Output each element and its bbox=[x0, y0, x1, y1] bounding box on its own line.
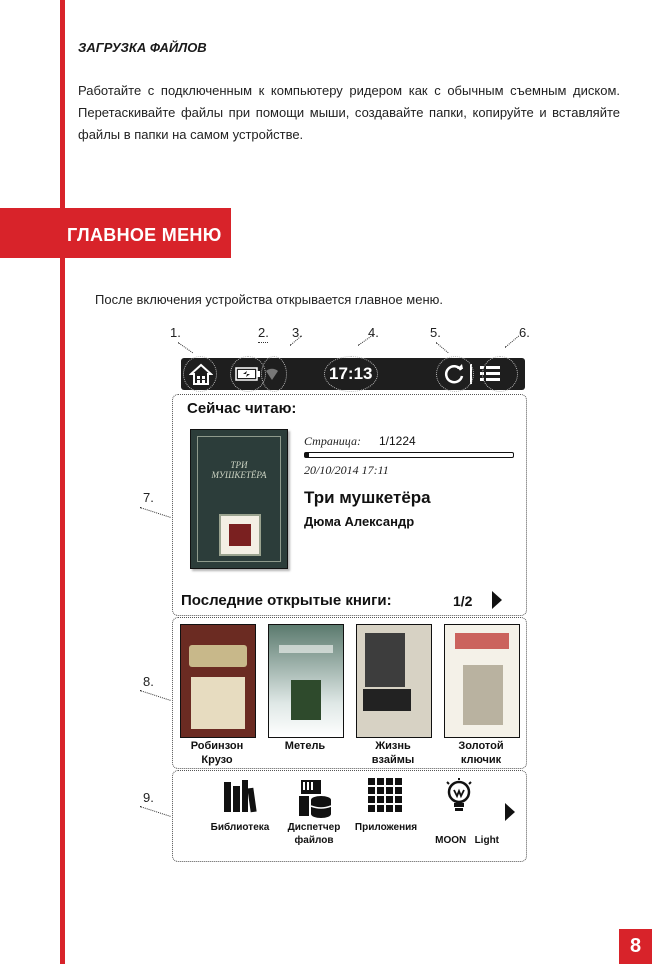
callout-6: 6. bbox=[519, 325, 530, 340]
callout-4: 4. bbox=[368, 325, 379, 340]
app-label-moon-light[interactable] bbox=[424, 821, 500, 860]
section-paragraph: Работайте с подключенным к компьютеру ридером как с обычным съемным диском. Перетаскивайте файлы при помощи мыши, создавайте папки, копируйте и вставляйте файлы в папки на самом устройстве. bbox=[78, 83, 620, 142]
recent-book-label[interactable] bbox=[437, 739, 525, 767]
recent-book-label-line: Золотой bbox=[458, 740, 504, 752]
highlight-ring bbox=[183, 356, 217, 392]
app-label-file-manager[interactable] bbox=[280, 821, 348, 847]
recent-book-label[interactable] bbox=[173, 739, 261, 767]
recent-book-label-line: Метель bbox=[284, 740, 326, 752]
next-page-arrow-icon[interactable] bbox=[492, 591, 502, 609]
cover-art bbox=[291, 680, 321, 720]
section-title: ЗАГРУЗКА ФАЙЛОВ bbox=[78, 40, 207, 55]
recent-book-label-line: Крузо bbox=[201, 754, 233, 766]
page-label: Страница: bbox=[304, 434, 361, 448]
leader-line bbox=[436, 342, 449, 353]
current-book-title[interactable]: Три мушкетёра bbox=[304, 488, 431, 507]
app-label-applications[interactable] bbox=[350, 821, 422, 834]
current-book-author: Дюма Александр bbox=[304, 514, 415, 529]
cover-art bbox=[363, 689, 411, 711]
cover-art bbox=[455, 633, 509, 649]
cover-art bbox=[365, 633, 405, 687]
highlight-ring bbox=[482, 356, 518, 392]
callout-1: 1. bbox=[170, 325, 181, 340]
recent-book-cover[interactable] bbox=[180, 624, 256, 738]
recent-book-label-line: ключик bbox=[460, 754, 502, 766]
callout-5: 5. bbox=[430, 325, 441, 340]
cover-art bbox=[279, 645, 333, 653]
app-label-line: Библиотека bbox=[210, 822, 270, 833]
recent-book-label-line: Робинзон bbox=[190, 740, 244, 752]
intro-text: После включения устройства открывается главное меню. bbox=[95, 292, 444, 307]
reading-progress-fill bbox=[305, 453, 309, 457]
now-reading-header: Сейчас читаю: bbox=[187, 400, 297, 417]
callout-8: 8. bbox=[143, 674, 154, 689]
chapter-banner-title: ГЛАВНОЕ МЕНЮ bbox=[67, 225, 222, 245]
applications-grid-icon[interactable] bbox=[368, 778, 402, 817]
app-label-library[interactable] bbox=[202, 821, 278, 834]
leader-line bbox=[358, 335, 373, 346]
recent-book-cover[interactable] bbox=[268, 624, 344, 738]
leader-line bbox=[140, 690, 171, 701]
red-margin-rule bbox=[60, 0, 65, 964]
app-label-line: Диспетчер bbox=[287, 822, 341, 833]
last-read-date: 20/10/2014 17:11 bbox=[304, 463, 389, 477]
recent-books-pager: 1/2 bbox=[453, 593, 473, 609]
chapter-banner bbox=[0, 208, 231, 258]
current-book-cover[interactable] bbox=[190, 429, 288, 569]
app-label-line: Приложения bbox=[354, 822, 418, 833]
highlight-ring bbox=[436, 356, 474, 392]
moon-light-bulb-icon[interactable] bbox=[444, 778, 474, 819]
page-value: 1/1224 bbox=[379, 434, 416, 448]
app-label-line: MOON Light bbox=[435, 835, 500, 846]
highlight-ring bbox=[324, 356, 378, 392]
callout-7: 7. bbox=[143, 490, 154, 505]
leader-line bbox=[258, 342, 268, 343]
recent-book-label-line: взаймы bbox=[371, 754, 415, 766]
status-time: 17:13 bbox=[329, 364, 373, 383]
library-icon[interactable] bbox=[222, 778, 258, 819]
leader-line bbox=[140, 507, 171, 518]
recent-book-cover[interactable] bbox=[356, 624, 432, 738]
cover-art bbox=[463, 665, 503, 725]
leader-line bbox=[505, 336, 519, 348]
highlight-ring bbox=[261, 356, 287, 392]
apps-next-arrow-icon[interactable] bbox=[505, 803, 515, 821]
callout-3: 3. bbox=[292, 325, 303, 340]
recent-books-label: Последние открытые книги: bbox=[181, 592, 392, 609]
page-number: 8 bbox=[619, 929, 652, 964]
cover-art bbox=[189, 645, 247, 667]
cover-illustration bbox=[219, 514, 261, 556]
callout-9: 9. bbox=[143, 790, 154, 805]
recent-book-label[interactable] bbox=[261, 739, 349, 753]
cover-title-art: ТРИ МУШКЕТЁРА bbox=[211, 460, 267, 480]
callout-2: 2. bbox=[258, 325, 269, 340]
recent-book-cover[interactable] bbox=[444, 624, 520, 738]
recent-book-label-line: Жизнь bbox=[375, 740, 411, 752]
recent-book-label[interactable] bbox=[349, 739, 437, 767]
reading-progress-bar bbox=[304, 452, 514, 458]
leader-line bbox=[140, 806, 171, 817]
file-manager-icon[interactable] bbox=[297, 778, 333, 823]
leader-line bbox=[178, 342, 193, 353]
cover-art bbox=[191, 677, 245, 729]
app-label-line: файлов bbox=[294, 835, 334, 846]
